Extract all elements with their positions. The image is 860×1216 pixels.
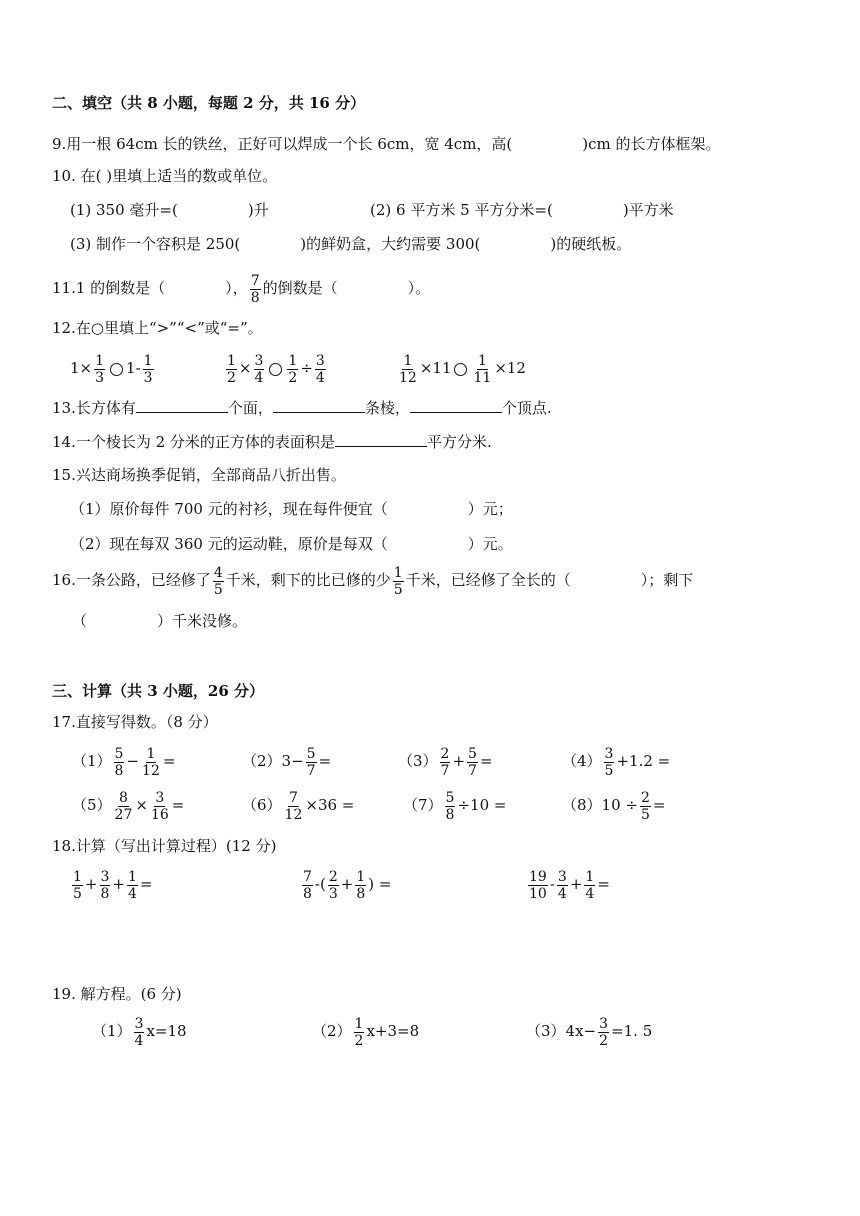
expr-text: 4x− [565,1022,597,1040]
fraction [287,353,298,386]
question-17: 17.直接写得数。（8 分） [52,713,218,731]
question-10-part-1 [70,200,269,220]
numerator: 5 [114,745,124,762]
fraction [254,353,265,386]
numerator: 1 [356,868,366,885]
denominator: 3 [143,369,153,386]
numerator: 8 [119,789,128,806]
numerator: 1 [354,1015,364,1032]
compare-circle-1[interactable] [110,363,123,376]
denominator: 2 [227,369,236,386]
equation-tail: x+3=8 [366,1022,420,1040]
fraction [284,790,304,823]
denominator: 3 [328,885,338,902]
q15-2-text-b: ）元。 [467,535,513,553]
q11-text-d: ）。 [407,279,431,297]
expr-text: 3− [281,752,304,770]
numerator: 5 [306,745,316,762]
denominator: 5 [640,806,650,823]
fraction [398,353,418,386]
denominator: 2 [288,369,298,386]
numerator: 1 [393,564,403,581]
q19-equation-2 [312,1013,419,1049]
compare-circle-2[interactable] [269,363,282,376]
expr-tail: +1.2 = [616,752,671,770]
fraction [150,790,170,823]
q17-item-3 [398,743,493,779]
fraction [100,869,111,902]
q15-2-text-a: （2）现在每双 360 元的运动鞋，原价是每双（ [70,535,388,553]
item-label: （6） [242,796,282,814]
fraction [445,790,456,823]
denominator: 3 [95,369,105,386]
numerator: 1 [143,352,153,369]
q11-text-a: 11.1 的倒数是（ [52,279,166,297]
operator: + [84,875,98,893]
q10-2-text: (2) 6 平方米 5 平方分米=( [370,201,553,219]
question-10-part-2 [370,200,674,220]
q19-equation-3 [526,1013,652,1049]
denominator: 8 [250,289,260,306]
operator: ÷ [300,359,313,377]
fraction [528,869,548,902]
equals: ) = [368,875,392,893]
q17-item-8 [562,787,665,823]
q10-3-text-a: (3) 制作一个容积是 250( [70,235,241,253]
operator: + [112,875,125,893]
denominator: 16 [150,806,169,823]
question-19: 19. 解方程。(6 分) [52,985,182,1003]
denominator: 4 [557,885,567,902]
question-15: 15.兴达商场换季促销，全部商品八折出售。 [52,466,346,484]
question-13 [52,398,552,418]
fraction [250,273,261,306]
operator: -( [314,875,326,893]
q10-1-text: (1) 350 毫升=( [70,201,178,219]
denominator: 10 [529,885,547,902]
question-9 [52,134,721,154]
equals: = [479,752,493,770]
item-label: （2） [242,752,282,770]
denominator: 4 [128,885,137,902]
operator: + [569,875,583,893]
equals: = [139,875,153,893]
q17-item-6 [242,787,354,823]
q16-text-c: 千米，已经修了全长的（ [405,571,571,589]
expr-tail: ÷10 = [457,796,507,814]
q18-expression-1 [70,866,153,902]
denominator: 7 [306,762,316,779]
q10-1-unit: )升 [247,201,269,219]
q11-text-c: 的倒数是（ [262,279,338,297]
q13-blank-vertices[interactable] [410,398,502,413]
q13-text-a: 13.长方体有 [52,399,136,417]
fraction [472,353,492,386]
question-14 [52,432,492,452]
question-16-line-2 [72,611,247,631]
q13-text-b: 个面， [227,399,273,417]
denominator: 7 [440,762,450,779]
denominator: 2 [354,1032,364,1049]
denominator: 5 [213,581,223,598]
denominator: 8 [114,762,124,779]
fraction [584,869,595,902]
q17-item-2 [242,743,331,779]
q9-text-b: )cm 的长方体框架。 [582,135,721,153]
fraction [114,746,125,779]
numerator: 1 [288,352,298,369]
numerator: 1 [227,352,236,369]
fraction [114,790,134,823]
denominator: 12 [284,806,303,823]
question-16 [52,562,693,598]
q18-expression-3 [526,866,610,902]
fraction [72,869,83,902]
fraction [355,869,366,902]
numerator: 3 [557,868,567,885]
equals: = [652,796,666,814]
fraction [393,565,404,598]
question-15-part-1 [70,499,513,519]
q13-blank-faces[interactable] [136,398,228,413]
q11-text-b: ）， [225,279,248,297]
numerator: 7 [250,272,260,289]
operator: - [549,875,555,893]
q17-item-1 [72,743,175,779]
fraction [604,746,615,779]
numerator: 5 [468,745,477,762]
numerator: 1 [585,868,595,885]
numerator: 2 [440,745,450,762]
q12-expression-1 [70,350,156,386]
numerator: 1 [128,868,137,885]
numerator: 3 [604,745,614,762]
fraction [306,746,317,779]
operator: − [126,752,140,770]
q10-3-text-b: )的鲜奶盒，大约需要 300( [300,235,481,253]
fraction [467,746,478,779]
item-label: （3） [526,1022,566,1040]
denominator: 2 [599,1032,609,1049]
q10-3-text-c: )的硬纸板。 [550,235,632,253]
denominator: 7 [468,762,477,779]
operator: + [452,752,466,770]
q16-text-b: 千米，剩下的比已修的少 [225,571,391,589]
q9-text-a: 9.用一根 64cm 长的铁丝，正好可以焊成一个长 6cm，宽 4cm，高( [52,135,513,153]
expr-tail: ×36 = [305,796,355,814]
item-label: （5） [72,796,112,814]
fraction [134,1016,145,1049]
numerator: 2 [640,789,650,806]
numerator: 3 [155,789,165,806]
denominator: 5 [393,581,403,598]
q13-text-c: 条棱， [364,399,410,417]
fraction [598,1016,609,1049]
denominator: 8 [445,806,455,823]
item-label: （7） [403,796,443,814]
expr-text: 10 ÷ [601,796,638,814]
operator: × [238,359,252,377]
denominator: 4 [134,1032,144,1049]
fraction [557,869,568,902]
q14-text-b: 平方分米. [426,433,492,451]
numerator: 7 [289,789,298,806]
operator: ×12 [494,359,526,377]
numerator: 2 [328,868,338,885]
numerator: 1 [403,352,413,369]
equals: = [162,752,176,770]
operator: × [135,796,148,814]
q15-1-text-b: ）元； [467,500,513,518]
denominator: 8 [303,885,312,902]
question-12: 12.在○里填上“>”“<”或“=”。 [52,319,263,337]
fraction [213,565,224,598]
denominator: 5 [604,762,614,779]
q17-item-7 [403,787,506,823]
denominator: 4 [315,369,325,386]
fraction [143,353,154,386]
q16-text-d: ）；剩下 [640,571,694,589]
q12-expression-2 [224,350,328,386]
operator: + [340,875,354,893]
numerator: 1 [95,352,105,369]
numerator: 3 [315,352,325,369]
q10-2-unit: )平方米 [622,201,674,219]
denominator: 27 [114,806,133,823]
expr-text: 1- [126,359,141,377]
fraction [315,353,326,386]
numerator: 4 [213,564,223,581]
q19-equation-1 [92,1013,187,1049]
denominator: 8 [356,885,366,902]
q15-1-text-a: （1）原价每件 700 元的衬衫，现在每件便宜（ [70,500,388,518]
expr-text: 1× [70,359,93,377]
fraction [94,353,105,386]
section-2-title: 二、填空（共 8 小题，每题 2 分，共 16 分） [52,94,366,112]
numerator: 19 [529,868,547,885]
numerator: 1 [146,745,156,762]
fraction [640,790,651,823]
denominator: 12 [142,762,160,779]
question-18: 18.计算（写出计算过程）(12 分) [52,837,277,855]
fraction [141,746,161,779]
q12-expression-3 [396,350,526,386]
denominator: 4 [585,885,595,902]
item-label: （3） [398,752,438,770]
q16-text-a: 16.一条公路，已经修了 [52,571,211,589]
q18-expression-2 [300,866,391,902]
q14-text-a: 14.一个棱长为 2 分米的正方体的表面积是 [52,433,335,451]
item-label: （1） [92,1022,132,1040]
equals: = [597,875,610,893]
numerator: 3 [134,1015,144,1032]
denominator: 8 [100,885,110,902]
denominator: 11 [473,369,492,386]
numerator: 3 [254,352,264,369]
question-10-part-3 [70,234,631,254]
question-15-part-2 [70,534,513,554]
numerator: 1 [477,352,487,369]
item-label: （2） [312,1022,352,1040]
q13-blank-edges[interactable] [273,398,365,413]
fraction [226,353,237,386]
q14-blank[interactable] [335,432,427,447]
fraction [440,746,451,779]
numerator: 1 [73,868,82,885]
denominator: 4 [254,369,264,386]
equals: = [171,796,185,814]
numerator: 3 [100,868,110,885]
q16-text-e: （ [72,612,88,630]
q13-text-d: 个顶点. [501,399,552,417]
denominator: 5 [73,885,82,902]
fraction [302,869,313,902]
numerator: 7 [303,868,312,885]
fraction [354,1016,365,1049]
equation-tail: =1. 5 [611,1022,653,1040]
item-label: （8） [562,796,602,814]
question-10: 10. 在( )里填上适当的数或单位。 [52,167,278,185]
numerator: 5 [445,789,455,806]
item-label: （4） [562,752,602,770]
q17-item-5 [72,787,184,823]
equation-tail: x=18 [146,1022,187,1040]
question-11 [52,270,430,306]
section-3-title: 三、计算（共 3 小题，26 分） [52,682,264,700]
fraction [328,869,339,902]
q17-item-4 [562,743,670,779]
item-label: （1） [72,752,112,770]
equals: = [318,752,332,770]
q16-text-f: ）千米没修。 [157,612,248,630]
operator: ×11 [419,359,452,377]
numerator: 3 [599,1015,609,1032]
fraction [127,869,138,902]
compare-circle-3[interactable] [454,363,467,376]
denominator: 12 [399,369,417,386]
